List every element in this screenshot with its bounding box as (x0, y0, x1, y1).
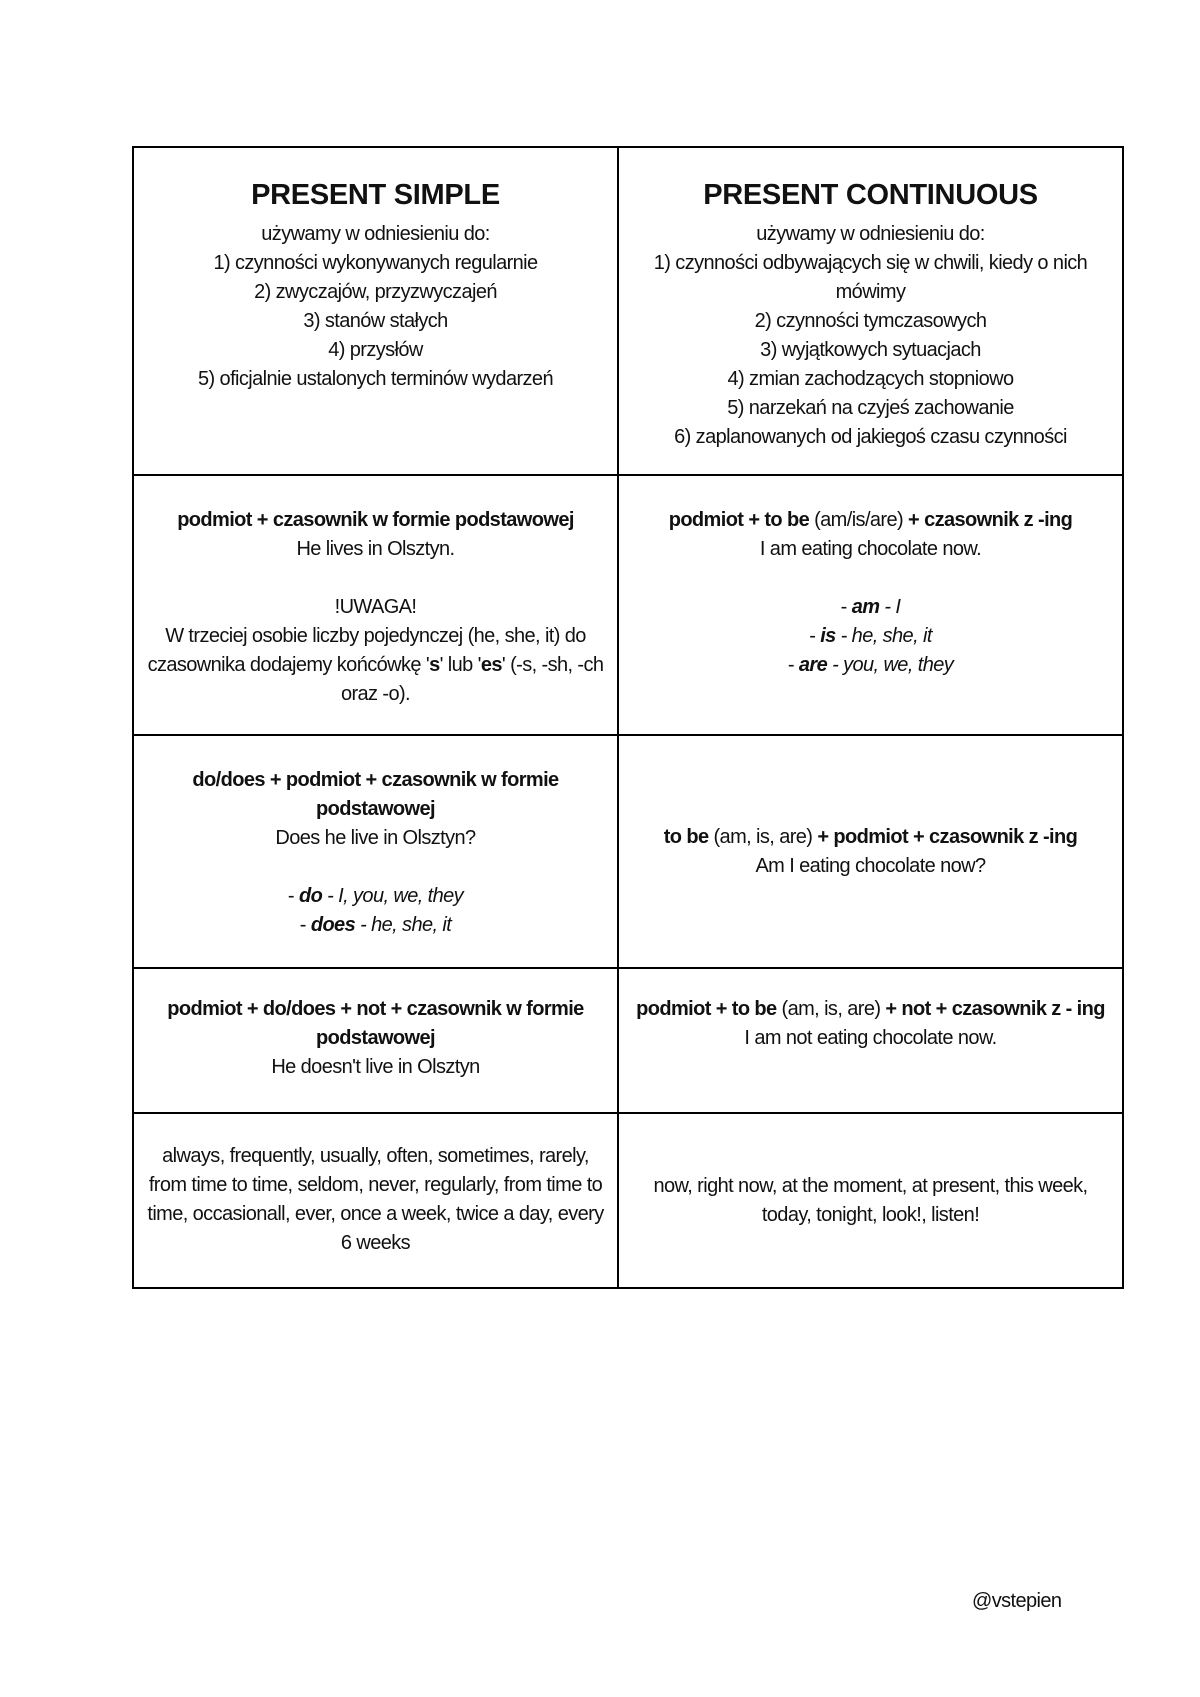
spacer (146, 564, 605, 593)
is-word: is (820, 625, 836, 647)
formula-part: (am, is, are) (708, 825, 818, 848)
present-simple-affirmative-formula: podmiot + czasownik w formie podstawowej (177, 509, 574, 531)
formula-part: + not + czasownik z - ing (885, 998, 1105, 1020)
present-continuous-intro: używamy w odniesieniu do: (756, 223, 985, 245)
formula-part: + podmiot + czasownik z -ing (817, 825, 1078, 848)
time-expressions-row (133, 1113, 1123, 1288)
present-simple-intro: używamy w odniesieniu do: (261, 223, 490, 245)
present-simple-uses-cell (133, 147, 618, 475)
does-pronouns: - he, she, it (355, 914, 452, 936)
present-continuous-negative-formula (631, 995, 1110, 1024)
present-continuous-use: 3) wyjątkowych sytuacjach (760, 339, 981, 361)
present-continuous-question-cell (618, 735, 1123, 968)
present-continuous-use: 2) czynności tymczasowych (754, 310, 987, 332)
do-usage (146, 882, 605, 911)
note-text: ' (-s, -sh, -ch oraz -o). (340, 654, 604, 705)
present-continuous-question-example: Am I eating chocolate now? (755, 854, 986, 877)
does-word: does (310, 914, 356, 936)
is-usage (631, 622, 1110, 651)
present-simple-use: 3) stanów stałych (303, 310, 448, 332)
present-simple-use: 2) zwyczajów, przyzwyczajeń (254, 281, 497, 303)
present-continuous-time-expressions: now, right now, at the moment, at present, this week, today, tonight, look!, listen! (653, 1174, 1088, 1226)
warning-title: !UWAGA! (334, 596, 417, 618)
third-person-note (146, 622, 605, 709)
present-simple-use: 1) czynności wykonywanych regularnie (213, 252, 538, 274)
author-credit: @vstepien (972, 1590, 1062, 1612)
present-simple-affirmative-example: He lives in Olsztyn. (296, 538, 455, 560)
spacer (631, 564, 1110, 593)
spacer (146, 853, 605, 882)
tenses-comparison-table (132, 146, 1124, 1289)
present-continuous-affirmative-formula (631, 506, 1110, 535)
present-simple-negative-example: He doesn't live in Olsztyn (271, 1056, 480, 1078)
formula-part: to be (663, 825, 709, 848)
question-row (133, 735, 1123, 968)
present-continuous-use: 6) zaplanowanych od jakiegoś czasu czynności (674, 426, 1067, 448)
present-continuous-use: 1) czynności odbywających się w chwili, kiedy o nich mówimy (653, 252, 1088, 303)
present-simple-question-formula: do/does + podmiot + czasownik w formie podstawowej (192, 769, 559, 820)
does-usage (146, 911, 605, 940)
present-simple-time-expressions: always, frequently, usually, often, sometimes, rarely, from time to time, seldom, never, regularly, from time to time, occasionall, ever, once a week, twice a day, every 6 weeks (147, 1145, 604, 1254)
are-word: are (798, 654, 828, 676)
present-simple-title: PRESENT SIMPLE (251, 179, 500, 211)
do-pronouns: - I, you, we, they (322, 885, 464, 907)
present-continuous-use: 5) narzekań na czyjeś zachowanie (727, 397, 1014, 419)
present-continuous-negative-example: I am not eating chocolate now. (744, 1027, 997, 1049)
formula-part: podmiot + to be (636, 998, 777, 1020)
affirmative-row (133, 475, 1123, 735)
formula-part: (am, is, are) (776, 998, 886, 1020)
am-word: am (851, 596, 880, 618)
dash: - (287, 885, 299, 907)
present-simple-question-cell (133, 735, 618, 968)
am-usage (631, 593, 1110, 622)
are-usage (631, 651, 1110, 680)
are-pronouns: - you, we, they (827, 654, 954, 676)
dash: - (840, 596, 852, 618)
do-word: do (298, 885, 323, 907)
formula-part: (am/is/are) (809, 509, 909, 531)
present-simple-negative-formula: podmiot + do/does + not + czasownik w formie podstawowej (167, 998, 584, 1049)
present-simple-question-example: Does he live in Olsztyn? (275, 827, 476, 849)
dash: - (299, 914, 311, 936)
formula-part: podmiot + to be (668, 509, 810, 531)
present-simple-use: 4) przysłów (328, 339, 423, 361)
is-pronouns: - he, she, it (835, 625, 932, 647)
present-continuous-negative-cell (618, 968, 1123, 1113)
am-pronouns: - I (879, 596, 901, 618)
present-simple-affirmative-cell (133, 475, 618, 735)
present-simple-time-expressions-cell (133, 1113, 618, 1288)
present-continuous-affirmative-cell (618, 475, 1123, 735)
present-simple-negative-cell (133, 968, 618, 1113)
present-continuous-uses-cell (618, 147, 1123, 475)
present-continuous-question-formula (631, 823, 1110, 852)
present-continuous-time-expressions-cell (618, 1113, 1123, 1288)
negative-row (133, 968, 1123, 1113)
note-text: W trzeciej osobie liczby pojedynczej (he, she, it) do czasownika dodajemy końcówkę ' (147, 625, 586, 676)
present-continuous-use: 4) zmian zachodzących stopniowo (727, 368, 1014, 390)
note-text: ' lub ' (439, 654, 481, 676)
dash: - (809, 625, 821, 647)
dash: - (787, 654, 799, 676)
formula-part: + czasownik z -ing (908, 509, 1073, 531)
uses-row (133, 147, 1123, 475)
present-continuous-affirmative-example: I am eating chocolate now. (759, 538, 982, 560)
present-continuous-title: PRESENT CONTINUOUS (703, 179, 1038, 211)
ending-es: es (480, 654, 502, 676)
present-simple-use: 5) oficjalnie ustalonych terminów wydarzeń (198, 368, 553, 390)
ending-s: s (429, 654, 440, 676)
